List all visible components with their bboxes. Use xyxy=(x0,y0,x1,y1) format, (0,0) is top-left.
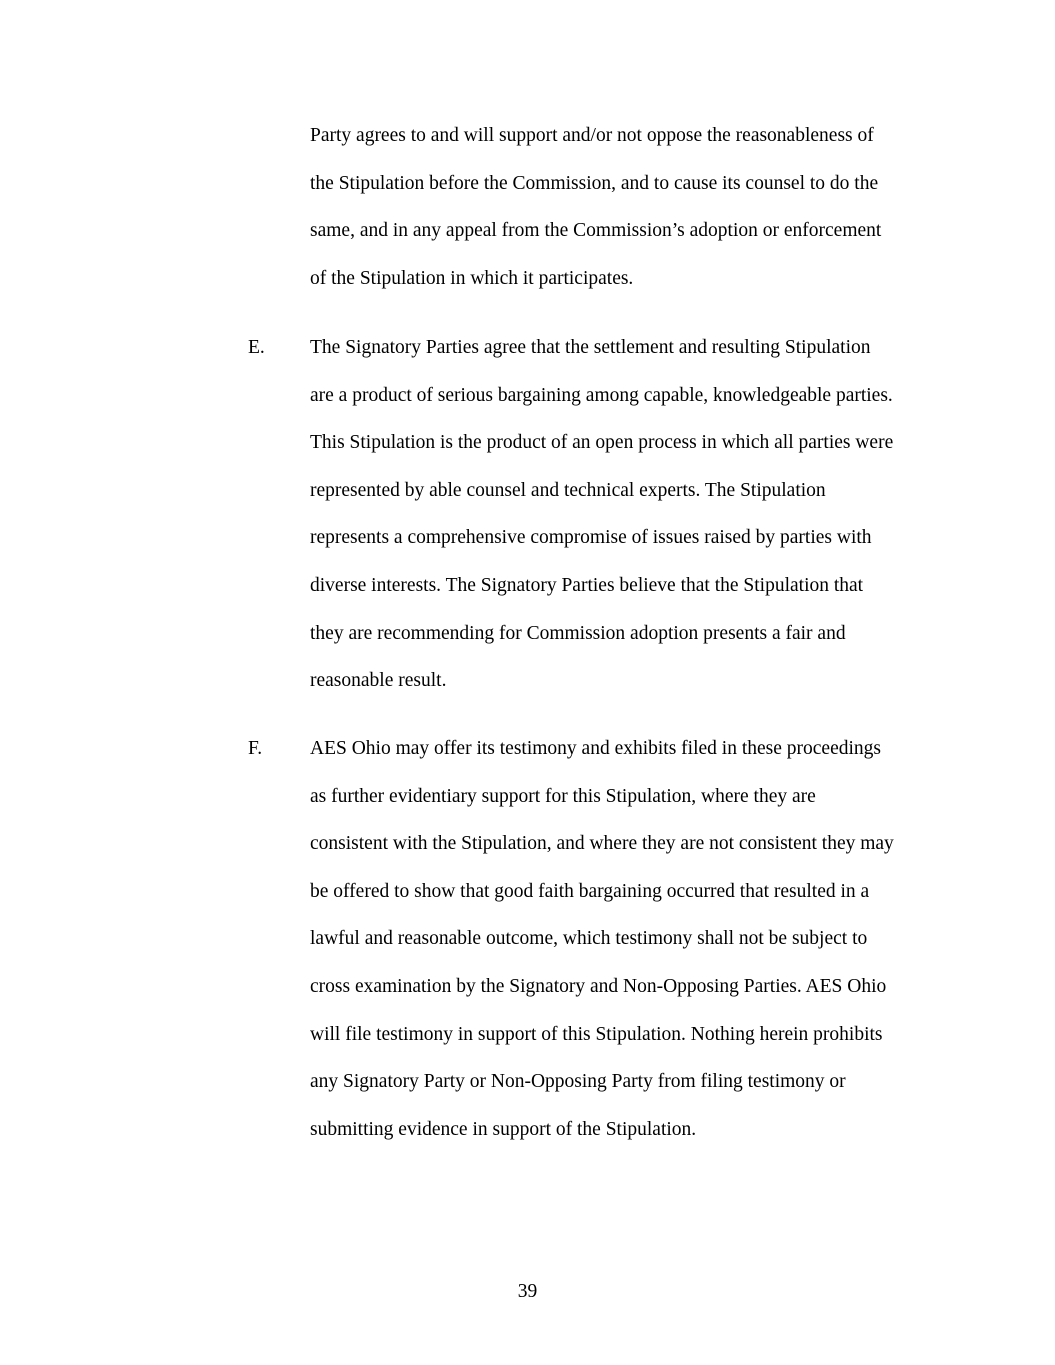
paragraph-line: any Signatory Party or Non-Opposing Party from filing testimony or xyxy=(310,1071,846,1093)
paragraph-line: same, and in any appeal from the Commission’s adoption or enforcement xyxy=(310,220,882,242)
paragraph-line: be offered to show that good faith bargaining occurred that resulted in a xyxy=(310,880,870,902)
paragraph-line: reasonable result. xyxy=(310,670,447,692)
paragraph-line: represents a comprehensive compromise of issues raised by parties with xyxy=(310,527,872,549)
paragraph-marker: E. xyxy=(248,337,265,358)
page-number: 39 xyxy=(517,1281,538,1302)
paragraph-line: of the Stipulation in which it participates. xyxy=(310,267,634,289)
paragraph-line: submitting evidence in support of the Stipulation. xyxy=(310,1118,697,1140)
paragraph-line: are a product of serious bargaining among capable, knowledgeable parties. xyxy=(310,384,893,406)
paragraph-line: consistent with the Stipulation, and where they are not consistent they may xyxy=(310,833,894,855)
paragraph-line: AES Ohio may offer its testimony and exhibits filed in these proceedings xyxy=(310,738,881,759)
paragraph-line: they are recommending for Commission adoption presents a fair and xyxy=(310,622,846,644)
paragraph-line: diverse interests. The Signatory Parties believe that the Stipulation that xyxy=(310,575,864,596)
paragraph-line: will file testimony in support of this Stipulation. Nothing herein prohibits xyxy=(310,1023,883,1045)
paragraph-line: This Stipulation is the product of an open process in which all parties were xyxy=(310,432,894,454)
paragraph-line: The Signatory Parties agree that the settlement and resulting Stipulation xyxy=(310,337,871,358)
paragraph-line: lawful and reasonable outcome, which testimony shall not be subject to xyxy=(310,928,868,950)
paragraph-line: the Stipulation before the Commission, and to cause its counsel to do the xyxy=(310,172,879,194)
paragraph-line: as further evidentiary support for this Stipulation, where they are xyxy=(310,785,816,807)
paragraph-line: cross examination by the Signatory and Non-Opposing Parties. AES Ohio xyxy=(310,976,887,997)
paragraph-line: represented by able counsel and technical experts. The Stipulation xyxy=(310,479,826,501)
paragraph-marker: F. xyxy=(248,738,263,759)
paragraph-line: Party agrees to and will support and/or not oppose the reasonableness of xyxy=(310,125,874,146)
